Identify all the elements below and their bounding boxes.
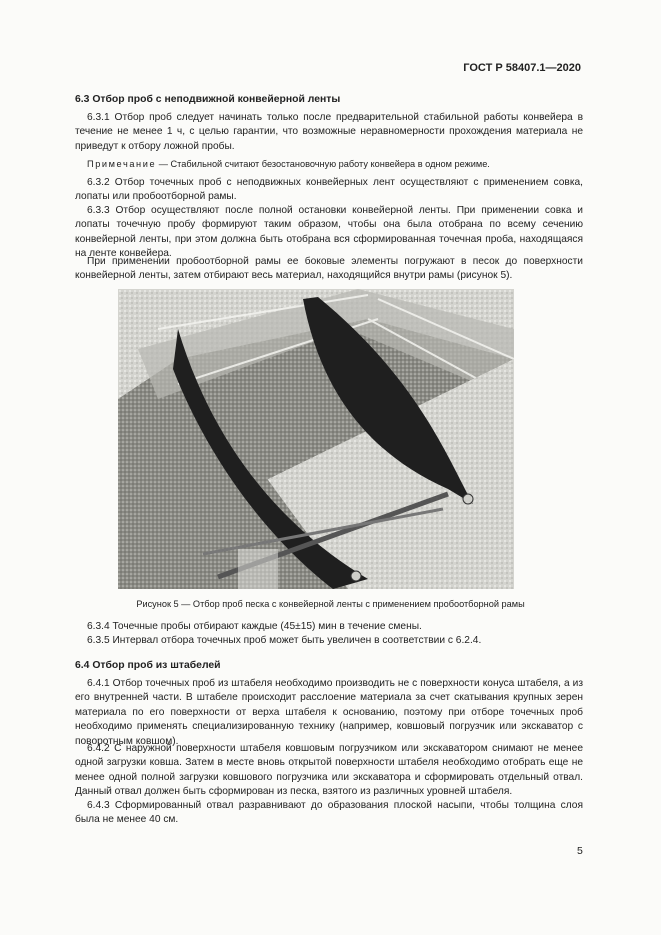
standard-number: ГОСТ Р 58407.1—2020	[463, 62, 581, 74]
paragraph-6-3-1: 6.3.1 Отбор проб следует начинать только после предварительной стабильной работы конвейера в течение не менее 1 ч, с целью гарантии, что возможные неравномерности прохождения материала не приведут к отбору ложной пробы.	[75, 112, 583, 152]
figure-5-photo	[118, 289, 514, 589]
paragraph-6-3-2: 6.3.2 Отбор точечных проб с неподвижных конвейерных лент осуществляют с применением совка, лопаты или пробоотборной рамы.	[75, 177, 583, 203]
note-label: Примечание	[87, 159, 157, 169]
sampling-frame-illustration	[118, 289, 514, 589]
paragraph-6-4-3: 6.4.3 Сформированный отвал разравнивают до образования плоской насыпи, чтобы толщина слоя была не менее 40 см.	[75, 800, 583, 826]
paragraph-6-3-5: 6.3.5 Интервал отбора точечных проб может быть увеличен в соответствии с 6.2.4.	[87, 635, 482, 646]
page-number: 5	[577, 845, 583, 857]
paragraph-6-3-4: 6.3.4 Точечные пробы отбирают каждые (45±15) мин в течение смены.	[87, 621, 422, 632]
section-heading-6-3: 6.3 Отбор проб с неподвижной конвейерной ленты	[75, 94, 341, 105]
paragraph-6-4-1: 6.4.1 Отбор точечных проб из штабеля необходимо производить не с поверхности конуса штабеля, а из его внутренней части. В штабеле происходит расслоение материала за счет скатывания крупных зерен материала по его поверхности от верха штабеля к основанию, поэтому при отборе точечных проб необходимо применять специализированную технику (например, ковшовый погрузчик или экскаватор с поворотным ковшом).	[75, 678, 583, 747]
note	[75, 157, 583, 171]
paragraph-6-3-3: 6.3.3 Отбор осуществляют после полной остановки конвейерной ленты. При применении совка и лопаты точечную пробу формируют таким образом, чтобы она была отобрана по всему сечению конвейерной ленты, при этом должна быть отобрана вся сформированная точечная проба, находящаяся на ленте конвейера.	[75, 205, 583, 260]
figure-5-caption: Рисунок 5 — Отбор проб песка с конвейерной ленты с применением пробоотборной рамы	[136, 599, 525, 609]
note-text: — Стабильной считают безостановочную работу конвейера в одном режиме.	[156, 159, 490, 169]
paragraph-rama: При применении пробоотборной рамы ее боковые элементы погружают в песок до поверхности конвейерной ленты, затем отбирают весь материал, находящийся внутри рамы (рисунок 5).	[75, 256, 583, 282]
section-heading-6-4: 6.4 Отбор проб из штабелей	[75, 660, 221, 671]
paragraph-6-4-2: 6.4.2 С наружной поверхности штабеля ковшовым погрузчиком или экскаватором снимают не менее одной загрузки ковша. Затем в месте вновь открытой поверхности штабеля необходимо отобрать еще не менее одной полной загрузки ковшового погрузчика или экскаватора и сформировать отдельный отвал. Данный отвал должен быть сформирован из песка, взятого из различных уровней штабеля.	[75, 743, 583, 798]
